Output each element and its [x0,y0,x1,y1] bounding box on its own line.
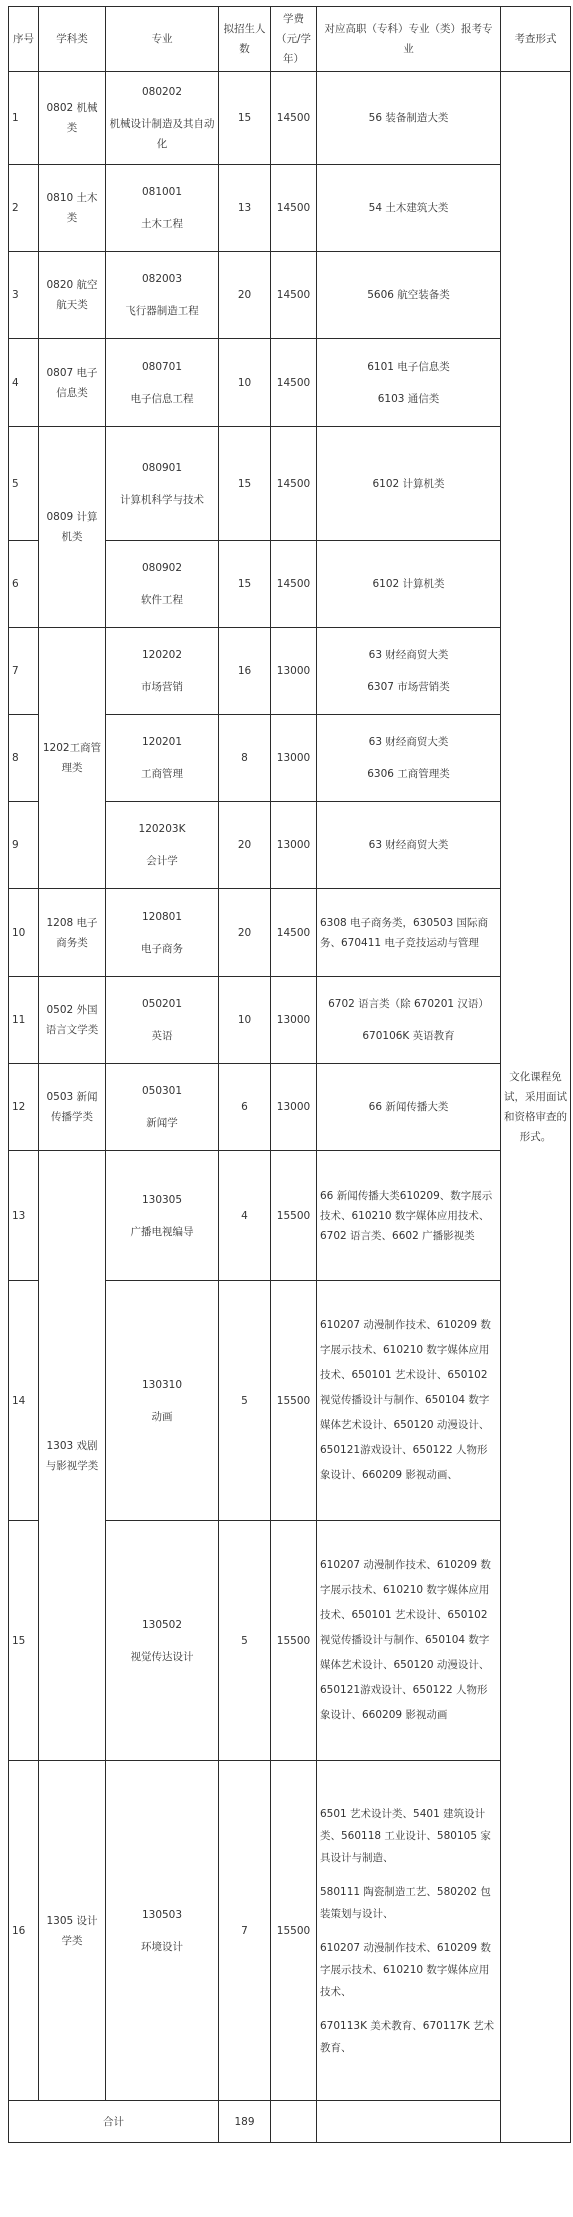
major-cell [106,72,219,165]
quota-cell: 20 [219,252,271,339]
major-code: 080902 [141,562,183,574]
header-fee: 学费（元/学年） [271,7,317,72]
related-cell: 63 财经商贸大类 [317,802,501,889]
header-quota: 拟招生人数 [219,7,271,72]
major-name: 英语 [151,1030,173,1042]
related-cell: 6102 计算机类 [317,541,501,628]
major-code: 130310 [141,1378,183,1391]
major-cell [106,1281,219,1521]
table-row [9,72,571,165]
related-line: 6306 工商管理类 [367,768,450,780]
major-name: 土木工程 [141,218,183,230]
category-cell: 1202工商管理类 [39,628,106,889]
fee-cell: 13000 [271,977,317,1064]
quota-cell: 16 [219,628,271,715]
related-line: 610207 动漫制作技术、610209 数字展示技术、610210 数字媒体应用技术、 [320,1941,491,1998]
seq-cell: 4 [9,339,39,427]
fee-cell: 13000 [271,628,317,715]
seq-cell: 13 [9,1151,39,1281]
major-cell [106,1521,219,1761]
seq-cell: 9 [9,802,39,889]
major-cell [106,427,219,541]
fee-cell: 13000 [271,1064,317,1151]
major-cell [106,339,219,427]
major-cell [106,977,219,1064]
major-name: 飞行器制造工程 [125,305,199,317]
related-cell [317,1761,501,2101]
seq-cell: 5 [9,427,39,541]
fee-cell: 14500 [271,541,317,628]
quota-cell: 8 [219,715,271,802]
major-cell [106,165,219,252]
related-line: 6103 通信类 [377,392,440,405]
table-row [9,252,571,339]
category-cell: 1303 戏剧与影视学类 [39,1151,106,1761]
major-code: 080901 [141,461,183,474]
table-row [9,977,571,1064]
seq-cell: 6 [9,541,39,628]
major-cell [106,1761,219,2101]
related-cell: 610207 动漫制作技术、610209 数字展示技术、610210 数字媒体应用技术、650101 艺术设计、650102 视觉传播设计与制作、650104 数字媒体艺术设计、650120 动漫设计、650121游戏设计、650122 人物形象设计、660209 影视动画 [317,1521,501,1761]
admission-table [8,6,571,2143]
table-row [9,1151,571,1281]
seq-cell: 8 [9,715,39,802]
major-name: 计算机科学与技术 [120,493,204,506]
table-row [9,427,571,541]
quota-cell: 5 [219,1281,271,1521]
major-cell [106,252,219,339]
major-code: 080701 [141,360,183,373]
related-line: 6501 艺术设计类、5401 建筑设计类、560118 工业设计、580105 家具设计与制造、 [320,1807,491,1864]
table-row [9,1761,571,2101]
major-code: 120203K [138,823,186,835]
table-row [9,628,571,715]
category-cell: 0807 电子信息类 [39,339,106,427]
related-cell [317,715,501,802]
seq-cell: 14 [9,1281,39,1521]
related-line: 580111 陶瓷制造工艺、580202 包装策划与设计、 [320,1885,491,1920]
major-cell [106,1151,219,1281]
header-exam: 考查形式 [501,7,571,72]
header-category: 学科类 [39,7,106,72]
table-row [9,165,571,252]
fee-cell: 13000 [271,802,317,889]
quota-cell: 13 [219,165,271,252]
quota-cell: 20 [219,889,271,977]
major-name: 会计学 [146,855,178,867]
seq-cell: 2 [9,165,39,252]
major-cell [106,1064,219,1151]
seq-cell: 15 [9,1521,39,1761]
related-line: 6702 语言类（除 670201 汉语） [328,998,489,1010]
related-line: 6307 市场营销类 [367,681,450,693]
table-row [9,339,571,427]
fee-cell: 14500 [271,252,317,339]
total-empty [271,2101,317,2143]
category-cell: 1208 电子商务类 [39,889,106,977]
quota-cell: 20 [219,802,271,889]
fee-cell: 14500 [271,889,317,977]
seq-cell: 11 [9,977,39,1064]
table-row [9,889,571,977]
seq-cell: 7 [9,628,39,715]
major-name: 软件工程 [141,594,183,606]
category-cell: 1305 设计学类 [39,1761,106,2101]
quota-cell: 10 [219,977,271,1064]
related-cell: 66 新闻传播大类 [317,1064,501,1151]
related-cell: 66 新闻传播大类610209、数字展示技术、610210 数字媒体应用技术、6702 语言类、6602 广播影视类 [317,1151,501,1281]
seq-cell: 3 [9,252,39,339]
related-cell [317,628,501,715]
header-related: 对应高职（专科）专业（类）报考专业 [317,7,501,72]
major-cell [106,802,219,889]
related-cell: 56 装备制造大类 [317,72,501,165]
category-cell: 0802 机械类 [39,72,106,165]
fee-cell: 14500 [271,427,317,541]
quota-cell: 4 [219,1151,271,1281]
related-line: 63 财经商贸大类 [368,649,449,661]
related-line: 6101 电子信息类 [367,360,450,373]
header-seq: 序号 [9,7,39,72]
major-code: 050301 [141,1085,183,1097]
major-name: 电子信息工程 [130,392,194,405]
category-cell: 0502 外国语言文学类 [39,977,106,1064]
category-cell: 0810 土木类 [39,165,106,252]
quota-cell: 7 [219,1761,271,2101]
fee-cell: 14500 [271,339,317,427]
total-row [9,2101,571,2143]
major-cell [106,889,219,977]
major-code: 080202 [141,86,183,98]
major-code: 130503 [141,1908,183,1921]
fee-cell: 14500 [271,165,317,252]
fee-cell: 15500 [271,1761,317,2101]
major-name: 视觉传达设计 [130,1650,194,1663]
major-code: 130502 [141,1618,183,1631]
related-cell: 6102 计算机类 [317,427,501,541]
total-quota: 189 [219,2101,271,2143]
seq-cell: 1 [9,72,39,165]
major-name: 电子商务 [141,942,183,955]
total-label: 合计 [9,2101,219,2143]
category-cell: 0503 新闻传播学类 [39,1064,106,1151]
fee-cell: 13000 [271,715,317,802]
major-code: 120801 [141,910,183,923]
quota-cell: 5 [219,1521,271,1761]
seq-cell: 10 [9,889,39,977]
related-cell [317,339,501,427]
major-code: 082003 [141,273,183,285]
related-cell: 6308 电子商务类，630503 国际商务、670411 电子竞技运动与管理 [317,889,501,977]
related-line: 670106K 英语教育 [362,1030,455,1042]
quota-cell: 15 [219,72,271,165]
header-row [9,7,571,72]
header-major: 专业 [106,7,219,72]
related-cell [317,977,501,1064]
related-cell: 610207 动漫制作技术、610209 数字展示技术、610210 数字媒体应用技术、650101 艺术设计、650102 视觉传播设计与制作、650104 数字媒体艺术设计、650120 动漫设计、650121游戏设计、650122 人物形象设计、660209 影视动画、 [317,1281,501,1521]
fee-cell: 14500 [271,72,317,165]
major-name: 工商管理 [141,768,183,780]
related-cell: 54 土木建筑大类 [317,165,501,252]
major-code: 130305 [141,1193,183,1206]
quota-cell: 15 [219,541,271,628]
seq-cell: 12 [9,1064,39,1151]
fee-cell: 15500 [271,1281,317,1521]
major-name: 市场营销 [141,681,183,693]
major-name: 广播电视编导 [130,1225,194,1238]
exam-cell: 文化课程免试，采用面试和资格审查的形式。 [501,72,571,2143]
category-cell: 0809 计算机类 [39,427,106,628]
related-line: 670113K 美术教育、670117K 艺术教育、 [320,2019,495,2054]
fee-cell: 15500 [271,1151,317,1281]
quota-cell: 6 [219,1064,271,1151]
fee-cell: 15500 [271,1521,317,1761]
quota-cell: 15 [219,427,271,541]
total-empty [317,2101,501,2143]
major-name: 机械设计制造及其自动化 [109,118,215,150]
major-cell [106,541,219,628]
major-name: 新闻学 [146,1117,178,1129]
quota-cell: 10 [219,339,271,427]
major-code: 081001 [141,186,183,198]
category-cell: 0820 航空航天类 [39,252,106,339]
major-cell [106,628,219,715]
major-name: 动画 [151,1410,173,1423]
related-line: 63 财经商贸大类 [368,736,449,748]
table-row [9,1064,571,1151]
major-code: 050201 [141,998,183,1010]
major-code: 120202 [141,649,183,661]
seq-cell: 16 [9,1761,39,2101]
major-cell [106,715,219,802]
major-code: 120201 [141,736,183,748]
related-cell: 5606 航空装备类 [317,252,501,339]
major-name: 环境设计 [141,1940,183,1953]
